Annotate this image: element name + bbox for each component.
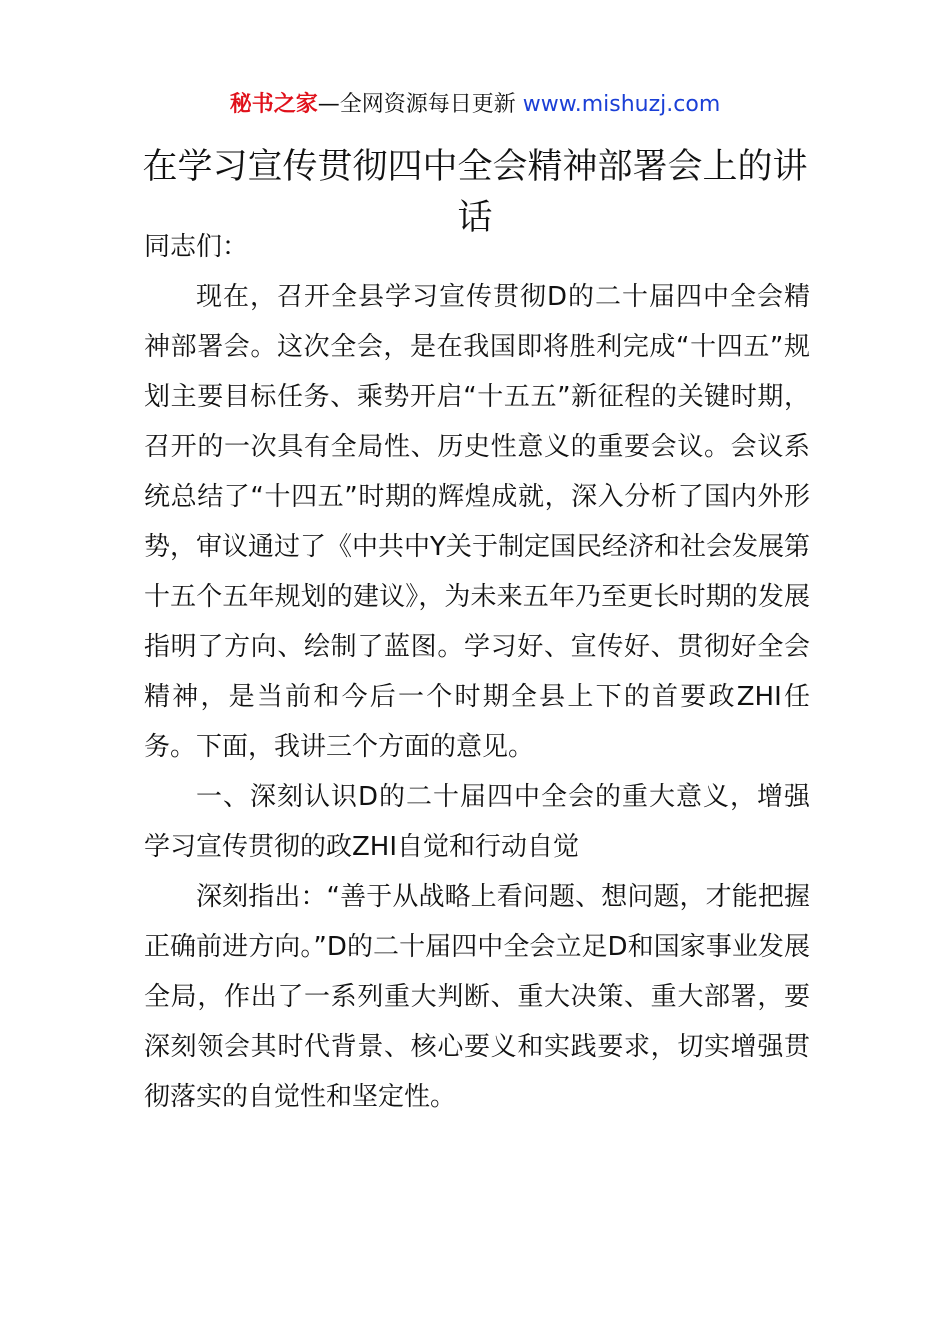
paragraph-section-one: 深刻指出：“善于从战略上看问题、想问题，才能把握正确前进方向。”D的二十届四中全会立足D和国家事业发展全局，作出了一系列重大判断、重大决策、重大部署，要深刻领会其时代背景、核心要义和实践要求，切实增强贯彻落实的自觉性和坚定性。: [144, 882, 810, 1112]
document-body: [144, 222, 810, 1122]
section-heading-one: 一、深刻认识D的二十届四中全会的重大意义，增强学习宣传贯彻的政ZHI自觉和行动自觉: [144, 782, 810, 862]
salutation: 同志们：: [144, 232, 249, 262]
site-header: [0, 88, 950, 122]
site-url-link[interactable]: www.mishuzj.com: [522, 92, 721, 117]
document-title: 在学习宣传贯彻四中全会精神部署会上的讲话: [142, 147, 808, 238]
site-brand: 秘书之家: [229, 92, 318, 117]
site-tagline: —全网资源每日更新: [317, 92, 516, 117]
paragraph-intro: 现在，召开全县学习宣传贯彻D的二十届四中全会精神部署会。这次全会，是在我国即将胜利完成“十四五”规划主要目标任务、乘势开启“十五五”新征程的关键时期，召开的一次具有全局性、历史性意义的重要会议。会议系统总结了“十四五”时期的辉煌成就，深入分析了国内外形势，审议通过了《中共中Y关于制定国民经济和社会发展第十五个五年规划的建议》，为未来五年乃至更长时期的发展指明了方向、绘制了蓝图。学习好、宣传好、贯彻好全会精神，是当前和今后一个时期全县上下的首要政ZHI任务。下面，我讲三个方面的意见。: [144, 282, 810, 762]
